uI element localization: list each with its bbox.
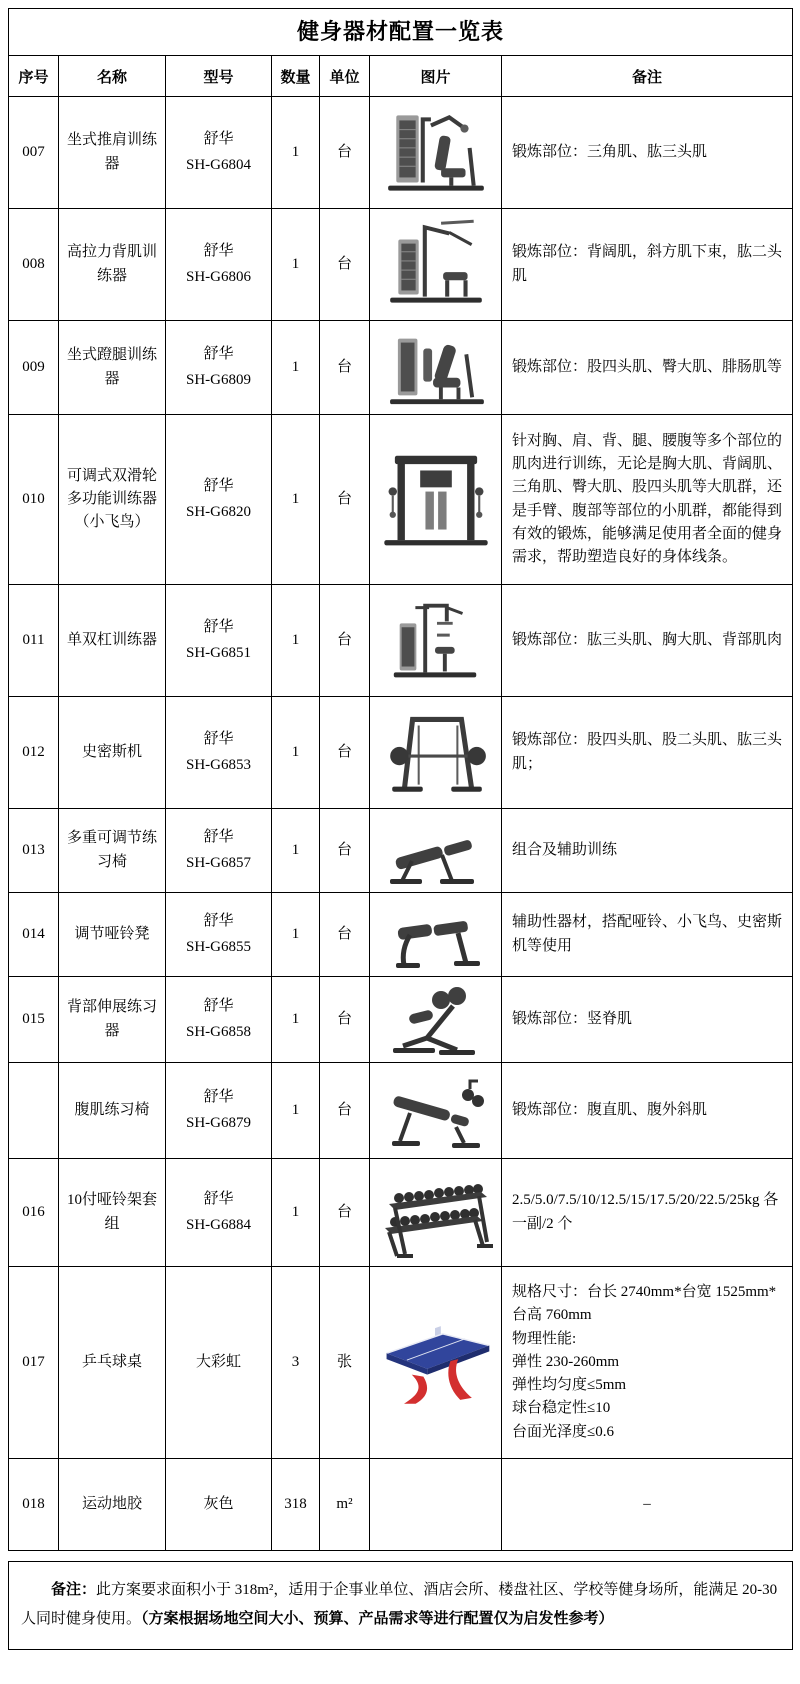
table-row	[9, 1459, 793, 1551]
table-row	[9, 585, 793, 697]
equipment-name: 腹肌练习椅	[59, 1063, 166, 1159]
equipment-name: 坐式蹬腿训练器	[59, 321, 166, 415]
remark: 锻炼部位：肱三头肌、胸大肌、背部肌肉	[502, 585, 793, 697]
equipment-model: 舒华 SH-G6855	[166, 893, 272, 977]
unit: 台	[320, 977, 370, 1063]
table-row	[9, 97, 793, 209]
lat-pulldown-machine-icon	[380, 219, 492, 311]
row-no: 017	[9, 1267, 59, 1459]
equipment-image	[370, 415, 502, 585]
col-header-no: 序号	[9, 56, 59, 97]
ping-pong-table-icon	[373, 1313, 499, 1413]
table-row	[9, 697, 793, 809]
unit: 张	[320, 1267, 370, 1459]
table-row	[9, 415, 793, 585]
remark: –	[502, 1459, 793, 1551]
equipment-model: 大彩虹	[166, 1267, 272, 1459]
shoulder-press-machine-icon	[380, 107, 492, 199]
quantity: 1	[272, 97, 320, 209]
row-no	[9, 1063, 59, 1159]
unit: m²	[320, 1459, 370, 1551]
footer-bold-note: （方案根据场地空间大小、预算、产品需求等进行配置仅为启发性参考）	[141, 1610, 614, 1627]
equipment-name: 单双杠训练器	[59, 585, 166, 697]
equipment-model: 舒华 SH-G6806	[166, 209, 272, 321]
equipment-name: 史密斯机	[59, 697, 166, 809]
equipment-image	[370, 321, 502, 415]
quantity: 3	[272, 1267, 320, 1459]
equipment-name: 坐式推肩训练器	[59, 97, 166, 209]
quantity: 1	[272, 209, 320, 321]
equipment-image	[370, 1063, 502, 1159]
remark: 锻炼部位：竖脊肌	[502, 977, 793, 1063]
unit: 台	[320, 209, 370, 321]
equipment-image-empty	[370, 1459, 502, 1551]
row-no: 007	[9, 97, 59, 209]
row-no: 018	[9, 1459, 59, 1551]
equipment-model: 舒华 SH-G6851	[166, 585, 272, 697]
equipment-model: 舒华 SH-G6879	[166, 1063, 272, 1159]
unit: 台	[320, 585, 370, 697]
abdominal-bench-icon	[378, 1069, 494, 1153]
equipment-image	[370, 209, 502, 321]
col-header-unit: 单位	[320, 56, 370, 97]
row-no: 012	[9, 697, 59, 809]
col-header-image: 图片	[370, 56, 502, 97]
remark: 规格尺寸：台长 2740mm*台宽 1525mm* 台高 760mm 物理性能: 弹性 230-260mm 弹性均匀度≤5mm 球台稳定性≤10 台面光泽度≤0.6	[502, 1267, 793, 1459]
remark: 组合及辅助训练	[502, 809, 793, 893]
row-no: 011	[9, 585, 59, 697]
equipment-name: 乒乓球桌	[59, 1267, 166, 1459]
table-row	[9, 1159, 793, 1267]
row-no: 016	[9, 1159, 59, 1267]
footer-note	[8, 1561, 793, 1650]
unit: 台	[320, 1063, 370, 1159]
equipment-model: 舒华 SH-G6809	[166, 321, 272, 415]
equipment-image	[370, 1159, 502, 1267]
remark: 辅助性器材，搭配哑铃、小飞鸟、史密斯机等使用	[502, 893, 793, 977]
equipment-model: 舒华 SH-G6820	[166, 415, 272, 585]
equipment-name: 背部伸展练习器	[59, 977, 166, 1063]
remark: 锻炼部位：股四头肌、股二头肌、肱三头肌；	[502, 697, 793, 809]
col-header-model: 型号	[166, 56, 272, 97]
equipment-model: 灰色	[166, 1459, 272, 1551]
dip-chin-tower-icon	[382, 594, 490, 688]
equipment-table	[8, 8, 793, 1551]
quantity: 1	[272, 1063, 320, 1159]
quantity: 1	[272, 1159, 320, 1267]
page-title: 健身器材配置一览表	[9, 9, 793, 56]
row-no: 014	[9, 893, 59, 977]
footer-note-text: 备注：此方案要求面积小于 318m²，适用于企事业单位、酒店会所、楼盘社区、学校等健身场所，能满足 20-30 人同时健身使用。（方案根据场地空间大小、预算、产品需求等进行配置仅为启发性参考）	[21, 1582, 778, 1627]
quantity: 1	[272, 893, 320, 977]
table-row	[9, 209, 793, 321]
equipment-model: 舒华 SH-G6884	[166, 1159, 272, 1267]
quantity: 1	[272, 809, 320, 893]
col-header-name: 名称	[59, 56, 166, 97]
table-row	[9, 977, 793, 1063]
equipment-name: 调节哑铃凳	[59, 893, 166, 977]
table-row	[9, 809, 793, 893]
equipment-image	[370, 97, 502, 209]
equipment-image	[370, 977, 502, 1063]
quantity: 1	[272, 415, 320, 585]
remark: 锻炼部位：股四头肌、臀大肌、腓肠肌等	[502, 321, 793, 415]
row-no: 015	[9, 977, 59, 1063]
remark: 锻炼部位：三角肌、肱三头肌	[502, 97, 793, 209]
table-row	[9, 1063, 793, 1159]
back-extension-bench-icon	[381, 980, 491, 1060]
dumbbell-bench-icon	[378, 897, 494, 973]
unit: 台	[320, 893, 370, 977]
adjustable-bench-icon	[378, 813, 494, 889]
equipment-image	[370, 1267, 502, 1459]
row-no: 010	[9, 415, 59, 585]
unit: 台	[320, 321, 370, 415]
quantity: 318	[272, 1459, 320, 1551]
col-header-qty: 数量	[272, 56, 320, 97]
table-row	[9, 321, 793, 415]
smith-machine-icon	[380, 707, 492, 799]
equipment-name: 高拉力背肌训练器	[59, 209, 166, 321]
equipment-image	[370, 585, 502, 697]
unit: 台	[320, 97, 370, 209]
unit: 台	[320, 415, 370, 585]
remark: 2.5/5.0/7.5/10/12.5/15/17.5/20/22.5/25kg 各一副/2 个	[502, 1159, 793, 1267]
quantity: 1	[272, 585, 320, 697]
remark: 针对胸、肩、背、腿、腰腹等多个部位的肌肉进行训练，无论是胸大肌、背阔肌、三角肌、臀大肌、股四头肌等大肌群，还是手臂、腹部等部位的小肌群，都能得到有效的锻炼，能够满足使用者全面的健身需求，帮助塑造良好的身体线条。	[502, 415, 793, 585]
equipment-name: 可调式双滑轮多功能训练器（小飞鸟）	[59, 415, 166, 585]
table-row	[9, 893, 793, 977]
remark: 锻炼部位：背阔肌，斜方肌下束，肱二头肌	[502, 209, 793, 321]
equipment-image	[370, 697, 502, 809]
col-header-remark: 备注	[502, 56, 793, 97]
leg-press-machine-icon	[381, 325, 491, 411]
equipment-model: 舒华 SH-G6853	[166, 697, 272, 809]
equipment-model: 舒华 SH-G6804	[166, 97, 272, 209]
unit: 台	[320, 1159, 370, 1267]
row-no: 009	[9, 321, 59, 415]
header-row	[9, 56, 793, 97]
equipment-image	[370, 893, 502, 977]
dumbbell-rack-icon	[375, 1166, 497, 1260]
equipment-name: 运动地胶	[59, 1459, 166, 1551]
functional-trainer-machine-icon	[378, 446, 494, 554]
equipment-name: 多重可调节练习椅	[59, 809, 166, 893]
equipment-image	[370, 809, 502, 893]
equipment-name: 10付哑铃架套组	[59, 1159, 166, 1267]
title-row	[9, 9, 793, 56]
quantity: 1	[272, 697, 320, 809]
remark: 锻炼部位：腹直肌、腹外斜肌	[502, 1063, 793, 1159]
equipment-model: 舒华 SH-G6857	[166, 809, 272, 893]
footer-note-label: 备注：	[51, 1582, 97, 1598]
equipment-model: 舒华 SH-G6858	[166, 977, 272, 1063]
row-no: 013	[9, 809, 59, 893]
quantity: 1	[272, 977, 320, 1063]
row-no: 008	[9, 209, 59, 321]
quantity: 1	[272, 321, 320, 415]
unit: 台	[320, 809, 370, 893]
unit: 台	[320, 697, 370, 809]
table-row	[9, 1267, 793, 1459]
